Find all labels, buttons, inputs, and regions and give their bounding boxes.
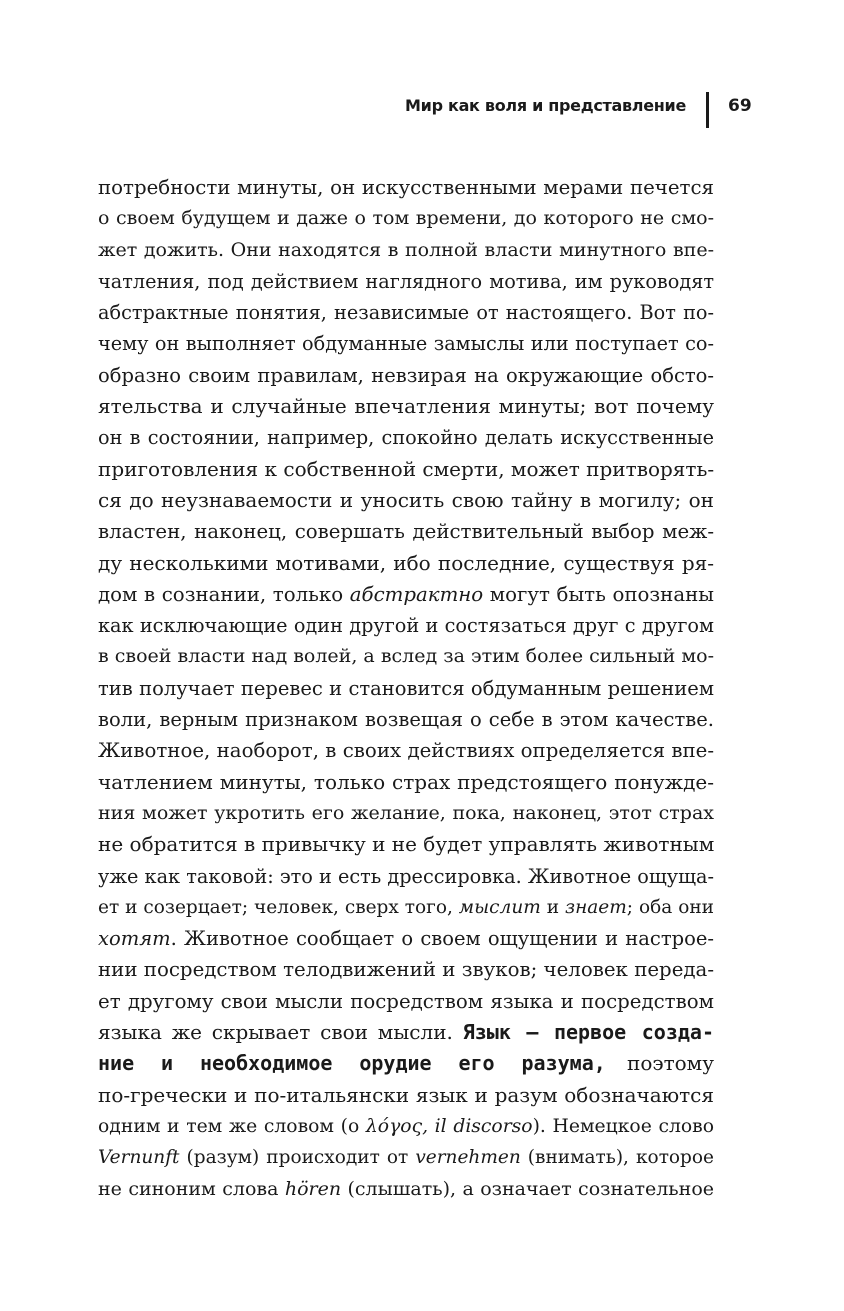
text-line: чатления, под действием наглядного мотива, им руководят (98, 269, 714, 293)
emphasis: vernehmen (415, 1147, 521, 1169)
text-line: дом в сознании, только абстрактно могут быть опознаны (98, 582, 714, 606)
body-text (98, 172, 714, 1205)
text-line: в своей власти над волей, а вслед за этим более сильный мо- (98, 645, 714, 668)
text-line: по-гречески и по-итальянски язык и разум обозначаются (98, 1082, 714, 1107)
text-line: не синоним слова hören (слышать), а означает сознательное (98, 1177, 715, 1200)
text-line: властен, наконец, совершать действительный выбор меж- (98, 520, 714, 544)
text-line: жет дожить. Они находятся в полной власти минутного впе- (98, 238, 714, 261)
text-line: как исключающие один другой и состязаться друг с другом (98, 614, 714, 638)
text-line: ет и созерцает; человек, сверх того, мыслит и знает; оба они (98, 896, 714, 918)
emphasis: мыслит (458, 896, 541, 918)
text-line: нии посредством телодвижений и звуков; человек переда- (98, 958, 714, 982)
running-title: Мир как воля и представление (405, 96, 686, 115)
page-number: 69 (728, 96, 752, 116)
text-line: не обратится в привычку и не будет управлять животным (98, 832, 715, 857)
bold-emphasis: Язык — первое созда- (462, 1020, 714, 1045)
emphasis: знает (565, 896, 627, 918)
text-line: он в состоянии, например, спокойно делать искусственные (98, 426, 714, 450)
text-line: Vernunft (разум) происходит от vernehmen (внимать), которое (98, 1147, 714, 1169)
text-line: воли, верным признаком возвещая о себе в этом качестве. (98, 708, 714, 732)
header-divider (706, 92, 709, 128)
text-line: ду несколькими мотивами, ибо последние, существуя ря- (98, 550, 714, 575)
text-line: тив получает перевес и становится обдуманным решением (98, 676, 714, 700)
running-header (0, 92, 844, 128)
text-line: чему он выполняет обдуманные замыслы или поступает со- (98, 332, 714, 356)
text-line: ятельства и случайные впечатления минуты; вот почему (98, 394, 714, 419)
text-line: хотят. Животное сообщает о своем ощущении и настрое- (98, 927, 714, 951)
text-line: ся до неузнаваемости и уносить свою тайну в могилу; он (98, 487, 714, 512)
text-line: одним и тем же словом (о λόγος, il discorso). Немецкое слово (98, 1115, 715, 1137)
emphasis: hören (284, 1177, 342, 1200)
bold-emphasis: ние и необходимое орудие его разума, (98, 1051, 606, 1076)
text-line: уже как таковой: это и есть дрессировка. Животное ощуща- (98, 864, 714, 888)
text-line: Животное, наоборот, в своих действиях определяется впе- (98, 739, 714, 763)
emphasis: Vernunft (98, 1147, 180, 1169)
text-line: образно своим правилам, невзирая на окружающие обсто- (98, 363, 714, 387)
emphasis: абстрактно (349, 582, 484, 606)
text-line: ния может укротить его желание, пока, наконец, этот страх (98, 801, 714, 824)
emphasis: хотят (98, 927, 171, 951)
text-line: ние и необходимое орудие его разума, поэтому (98, 1051, 714, 1076)
text-line: потребности минуты, он искусственными мерами печется (98, 176, 714, 199)
text-line: о своем будущем и даже о том времени, до которого не смо- (98, 207, 714, 230)
text-line: абстрактные понятия, независимые от настоящего. Вот по- (98, 301, 714, 325)
emphasis: λόγος, il discorso (365, 1115, 533, 1137)
text-line: языка же скрывает свои мысли. Язык — первое созда- (98, 1020, 714, 1045)
text-line: приготовления к собственной смерти, может притворять- (98, 456, 715, 481)
text-line: чатлением минуты, только страх предстоящего понужде- (98, 769, 714, 794)
text-line: ет другому свои мысли посредством языка и посредством (98, 989, 714, 1013)
